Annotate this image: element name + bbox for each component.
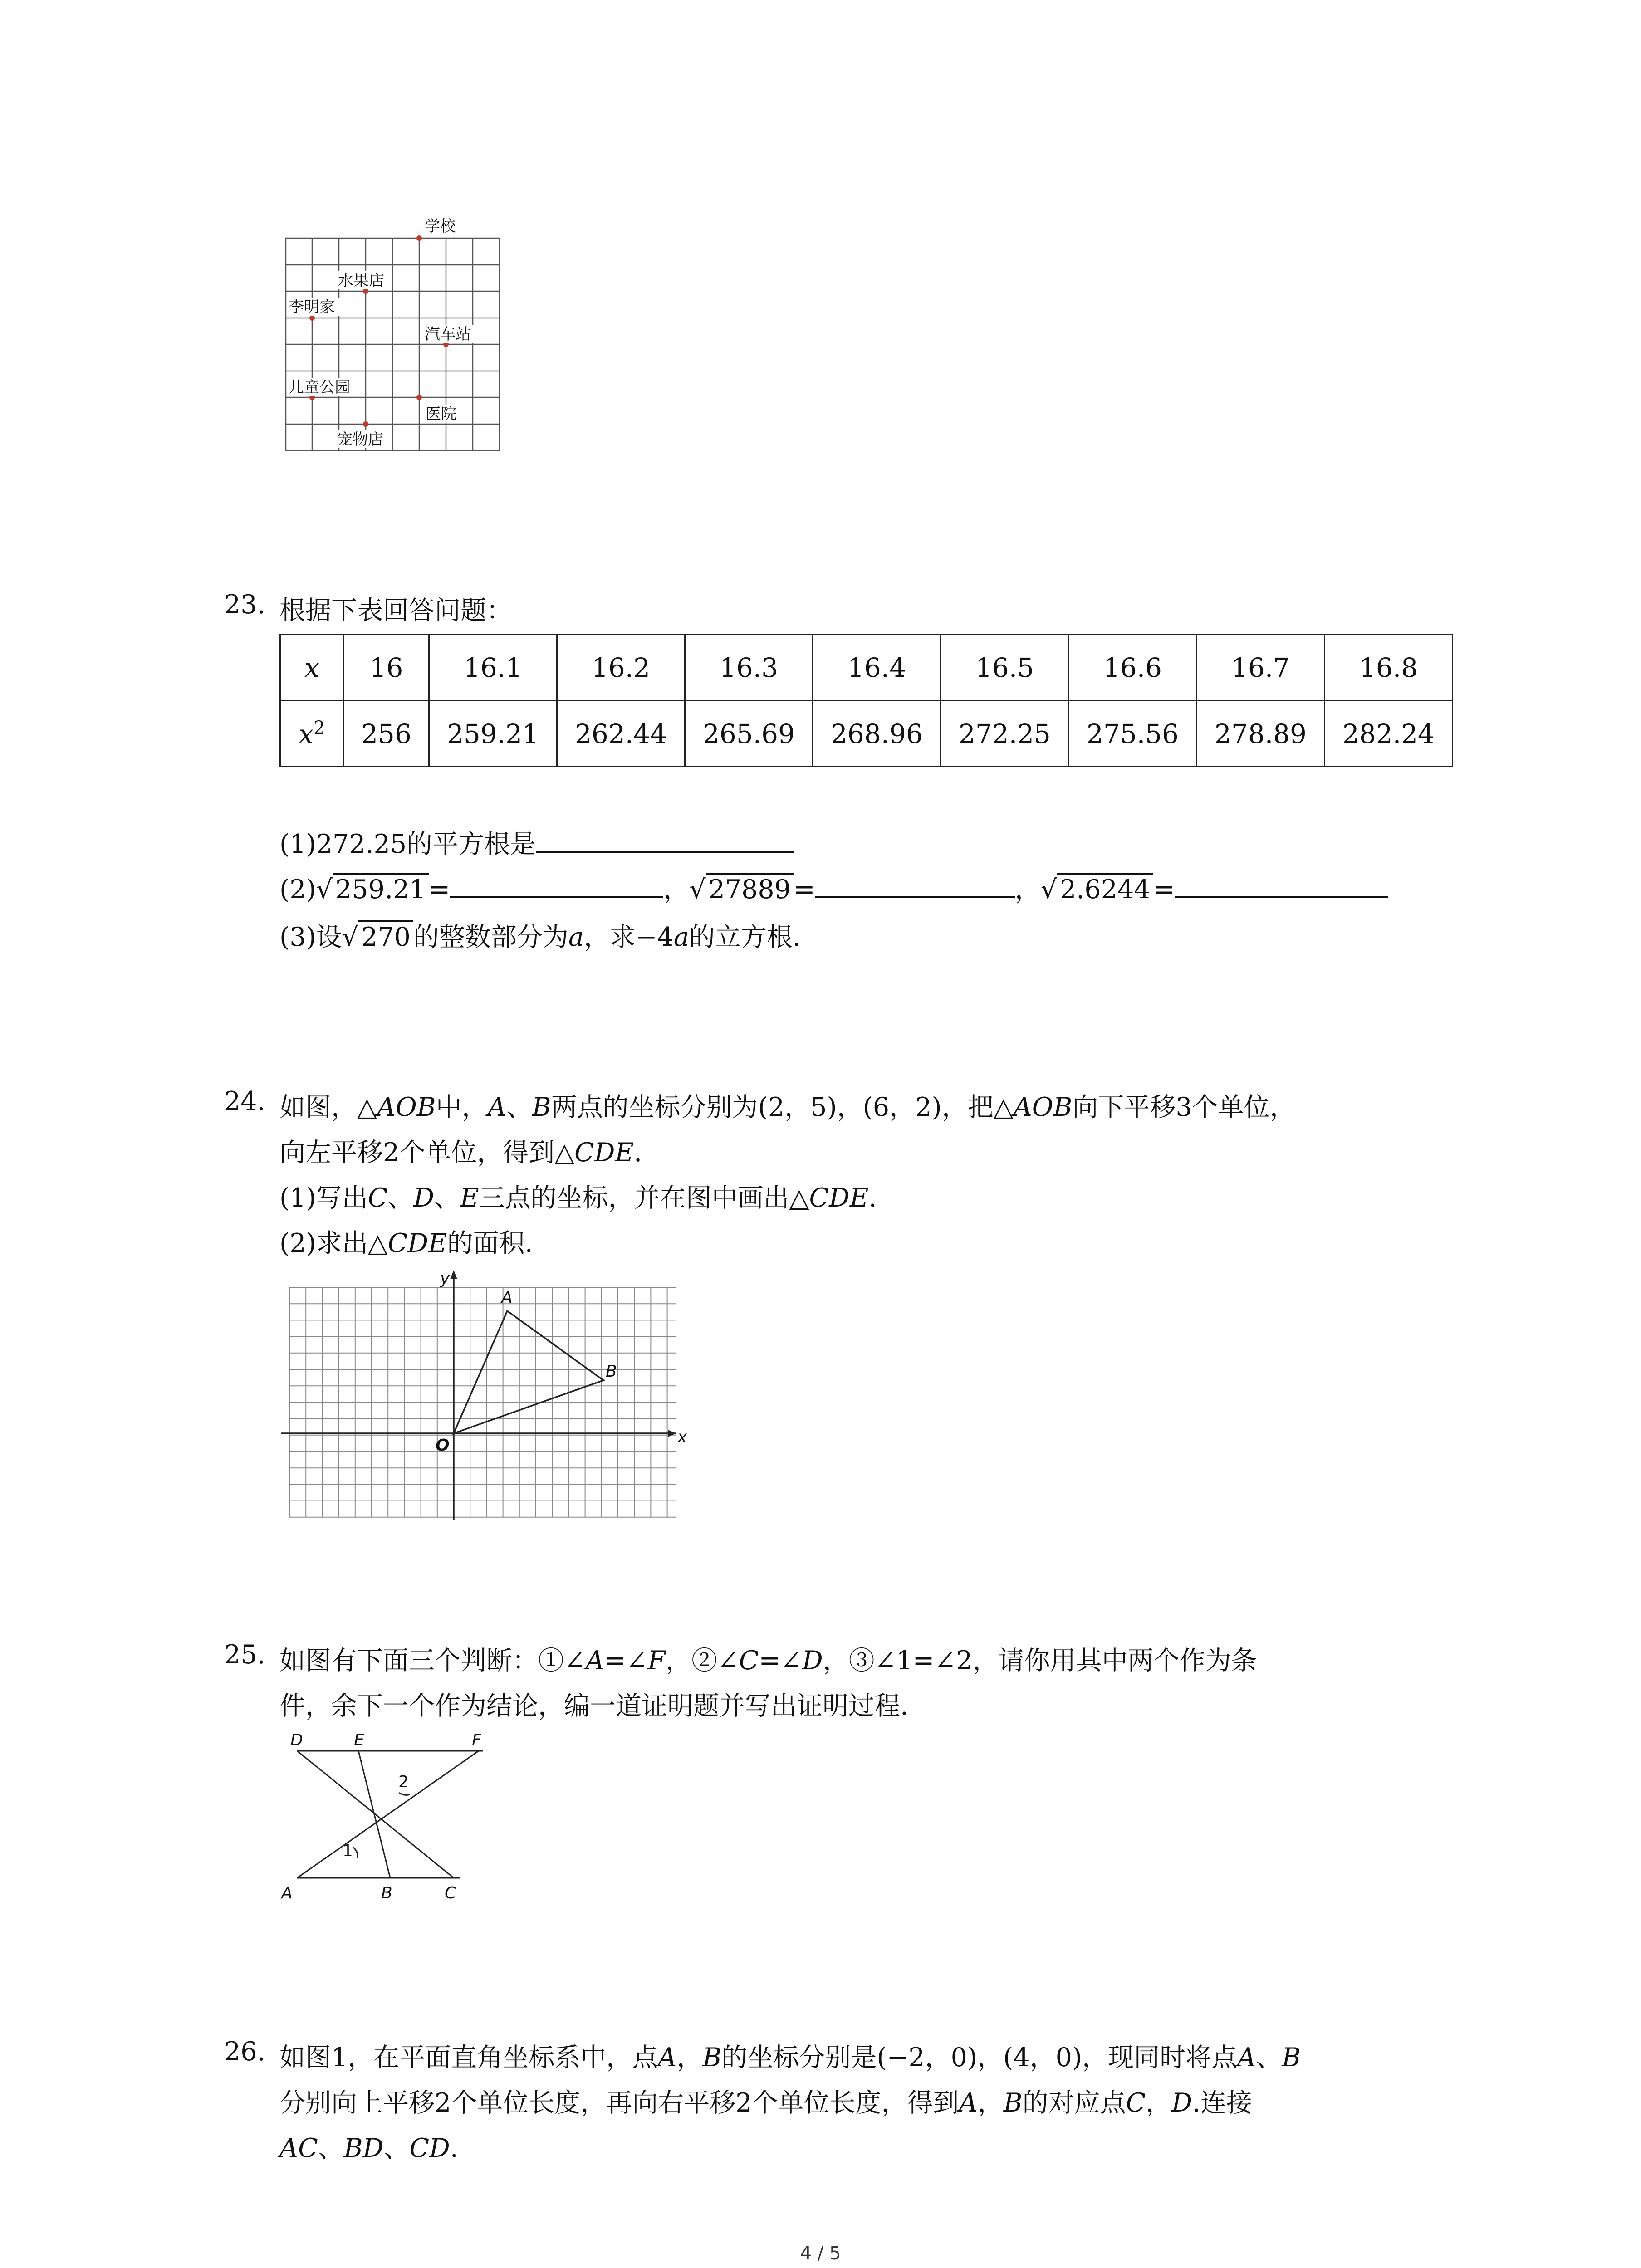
point-b-label: B	[606, 1362, 617, 1381]
label-f: F	[472, 1731, 481, 1750]
q26-line2: 分别向上平移2个单位长度，再向右平移2个单位长度，得到A，B的对应点C，D.连接	[279, 2088, 1253, 2118]
angle-1-arc	[353, 1847, 358, 1858]
label-b: B	[381, 1884, 392, 1902]
q24-line4: (2)求出△CDE的面积.	[279, 1228, 533, 1258]
label-fruit: 水果店	[338, 272, 384, 290]
q23-part1: (1)272.25的平方根是	[279, 823, 794, 860]
pet-point	[363, 421, 368, 427]
parallel-lines-figure	[272, 1728, 526, 1910]
table-cell: 16.3	[685, 635, 813, 701]
answer-blank[interactable]	[450, 892, 663, 898]
label-angle-1: 1	[343, 1842, 353, 1860]
answer-blank[interactable]	[536, 846, 794, 853]
map-figure	[272, 213, 508, 458]
table-cell: 282.24	[1325, 701, 1453, 767]
q26-line1: 如图1，在平面直角坐标系中，点A，B的坐标分别是(−2，0)，(4，0)，现同时将点A、B	[279, 2043, 1301, 2072]
table-cell: 16.1	[429, 635, 557, 701]
point-a-label: A	[501, 1288, 513, 1307]
label-d: D	[290, 1731, 303, 1750]
table-cell: 16.6	[1069, 635, 1197, 701]
table-cell: 16.4	[813, 635, 941, 701]
q23-part2: (2)√ 259.21 = ，√ 27889 = ，√ 2.6244 =	[279, 869, 1388, 906]
table-row	[280, 635, 1453, 701]
table-cell: 16.7	[1197, 635, 1325, 701]
label-school: 学校	[425, 217, 456, 235]
q24-line1: 如图，△AOB中，A、B两点的坐标分别为(2，5)，(6，2)，把△AOB向下平移3个单位，	[279, 1092, 1296, 1122]
table-cell: 259.21	[429, 701, 557, 767]
table-cell: 16.5	[941, 635, 1069, 701]
line-eb	[358, 1751, 390, 1878]
school-point	[416, 235, 422, 241]
q25-number: 25.	[224, 1640, 265, 1670]
line-dc	[297, 1751, 454, 1878]
table-cell: 272.25	[941, 701, 1069, 767]
answer-blank[interactable]	[815, 892, 1015, 898]
triangle-aob	[454, 1311, 603, 1433]
table-cell: 275.56	[1069, 701, 1197, 767]
label-park: 儿童公园	[289, 378, 350, 396]
label-home: 李明家	[289, 298, 335, 316]
answer-blank[interactable]	[1175, 892, 1388, 898]
table-cell: x	[280, 635, 344, 701]
x-axis-label: x	[677, 1428, 687, 1447]
table-cell: 278.89	[1197, 701, 1325, 767]
q23-part3: (3)设√ 270 的整数部分为a，求−4a的立方根.	[279, 916, 801, 953]
table-cell: 256	[344, 701, 429, 767]
sqrt-27889: √ 27889	[689, 875, 794, 904]
square-table	[279, 634, 1453, 767]
table-cell: 268.96	[813, 701, 941, 767]
page-number: 4 / 5	[800, 2243, 841, 2264]
label-angle-2: 2	[398, 1773, 409, 1791]
table-cell: 16.8	[1325, 635, 1453, 701]
hospital-point	[416, 395, 422, 400]
q23-prompt: 根据下表回答问题：	[279, 596, 512, 626]
q24-line3: (1)写出C、D、E三点的坐标，并在图中画出△CDE.	[279, 1183, 877, 1213]
label-hospital: 医院	[426, 405, 456, 423]
label-a: A	[281, 1884, 293, 1902]
label-e: E	[354, 1731, 364, 1750]
table-cell: 16.2	[557, 635, 685, 701]
table-cell: 262.44	[557, 701, 685, 767]
y-axis-label: y	[440, 1269, 450, 1288]
table-cell: 16	[344, 635, 429, 701]
table-cell: $x^2$	[280, 701, 344, 767]
q26-number: 26.	[224, 2037, 265, 2067]
q25-line1: 如图有下面三个判断：①∠A=∠F，②∠C=∠D，③∠1=∠2，请你用其中两个作为条	[279, 1646, 1257, 1676]
q24-line2: 向左平移2个单位，得到△CDE.	[279, 1138, 642, 1168]
q26-line3: AC、BD、CD.	[279, 2133, 458, 2163]
grid-lines	[289, 1287, 676, 1517]
table-cell: 265.69	[685, 701, 813, 767]
sqrt-259-21: √ 259.21	[316, 875, 429, 904]
map-grid	[286, 238, 500, 450]
origin-label: O	[436, 1436, 450, 1455]
table-row	[280, 701, 1453, 767]
q24-number: 24.	[224, 1086, 265, 1116]
sqrt-2-6244: √ 2.6244	[1041, 875, 1153, 904]
q25-line2: 件，余下一个作为结论，编一道证明题并写出证明过程.	[279, 1691, 909, 1721]
label-bus: 汽车站	[425, 325, 471, 343]
label-c: C	[445, 1884, 456, 1902]
coordinate-grid-figure	[272, 1266, 694, 1520]
label-pet: 宠物店	[337, 430, 383, 449]
line-af	[297, 1751, 479, 1878]
axes	[281, 1277, 676, 1520]
angle-2-arc	[399, 1793, 410, 1795]
q23-number: 23.	[224, 590, 265, 620]
